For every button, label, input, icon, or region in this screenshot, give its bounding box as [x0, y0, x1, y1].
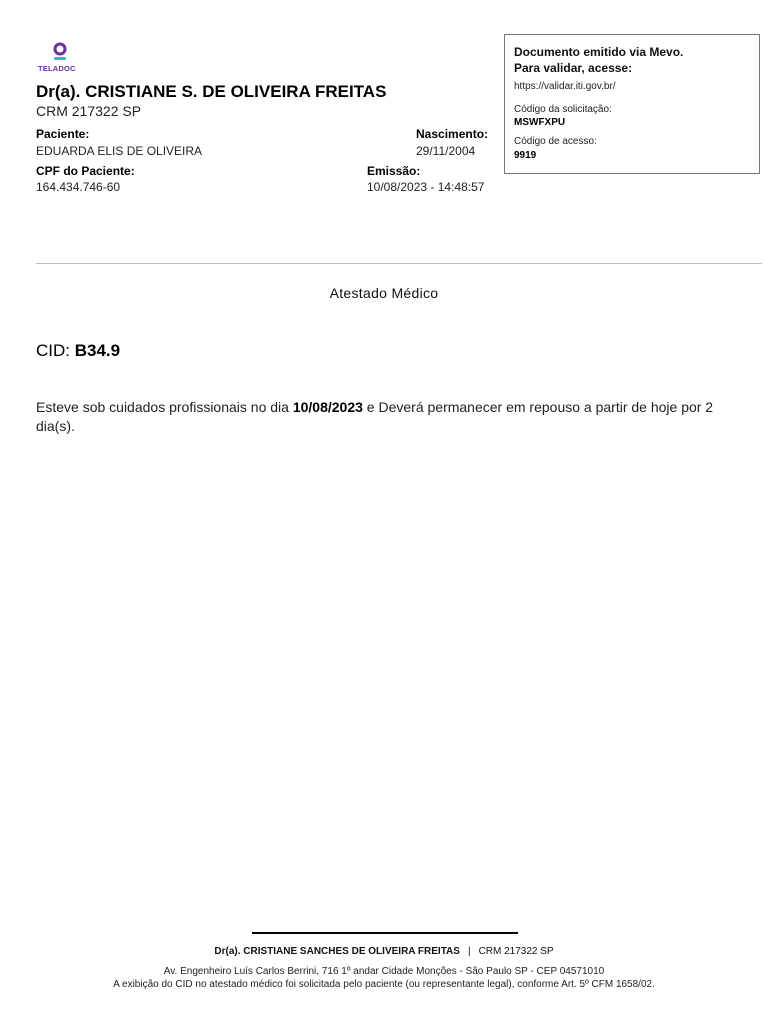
doctor-name: Dr(a). CRISTIANE S. DE OLIVEIRA FREITAS — [36, 82, 387, 101]
issue-label: Emissão: — [367, 164, 421, 178]
patient-label: Paciente: — [36, 127, 90, 141]
teladoc-logo-icon — [52, 42, 68, 62]
cpf-value: 164.434.746-60 — [36, 180, 121, 194]
validation-line-2: Para validar, acesse: — [514, 61, 633, 75]
footer-crm: CRM 217322 SP — [478, 946, 554, 957]
access-code-label: Código de acesso: — [514, 136, 597, 147]
validation-heading — [514, 44, 683, 76]
footer-note: A exibição do CID no atestado médico foi solicitada pelo paciente (ou representante legal), conforme Art. 5º CFM 1658/02. — [113, 979, 655, 990]
request-code: MSWFXPU — [514, 117, 566, 128]
footer-signature — [0, 946, 768, 957]
patient-name: EDUARDA ELIS DE OLIVEIRA — [36, 144, 203, 158]
request-code-label: Código da solicitação: — [514, 104, 612, 115]
birth-date: 29/11/2004 — [416, 144, 476, 158]
care-date: 10/08/2023 — [292, 399, 363, 415]
document-title: Atestado Médico — [329, 285, 439, 301]
teladoc-logo — [38, 40, 84, 74]
text-before-date: Esteve sob cuidados profissionais no dia — [36, 399, 293, 415]
signature-line — [252, 932, 518, 934]
issue-datetime: 10/08/2023 - 14:48:57 — [367, 180, 485, 194]
cpf-label: CPF do Paciente: — [36, 164, 135, 178]
footer-doctor-name: Dr(a). CRISTIANE SANCHES DE OLIVEIRA FREITAS — [214, 946, 460, 957]
footer-address: Av. Engenheiro Luís Carlos Berrini, 716 1º andar Cidade Monções - São Paulo SP - CEP 04571010 — [163, 966, 605, 977]
cid-line — [36, 341, 120, 361]
doctor-crm: CRM 217322 SP — [36, 103, 142, 119]
validation-url[interactable]: https://validar.iti.gov.br/ — [514, 81, 616, 92]
header-divider — [36, 263, 762, 264]
footer-separator: | — [467, 946, 471, 957]
brand-name: TELADOC — [38, 64, 76, 73]
cid-label: CID: — [36, 341, 70, 360]
validation-box — [504, 34, 760, 174]
validation-line-1: Documento emitido via Mevo. — [514, 45, 684, 59]
cid-code: B34.9 — [74, 341, 121, 360]
certificate-text — [36, 398, 736, 436]
access-code: 9919 — [514, 150, 537, 161]
birth-label: Nascimento: — [416, 127, 489, 141]
text-after-date: e Deverá permanecer em repouso a partir de hoje por 2 dia(s). — [36, 399, 714, 434]
